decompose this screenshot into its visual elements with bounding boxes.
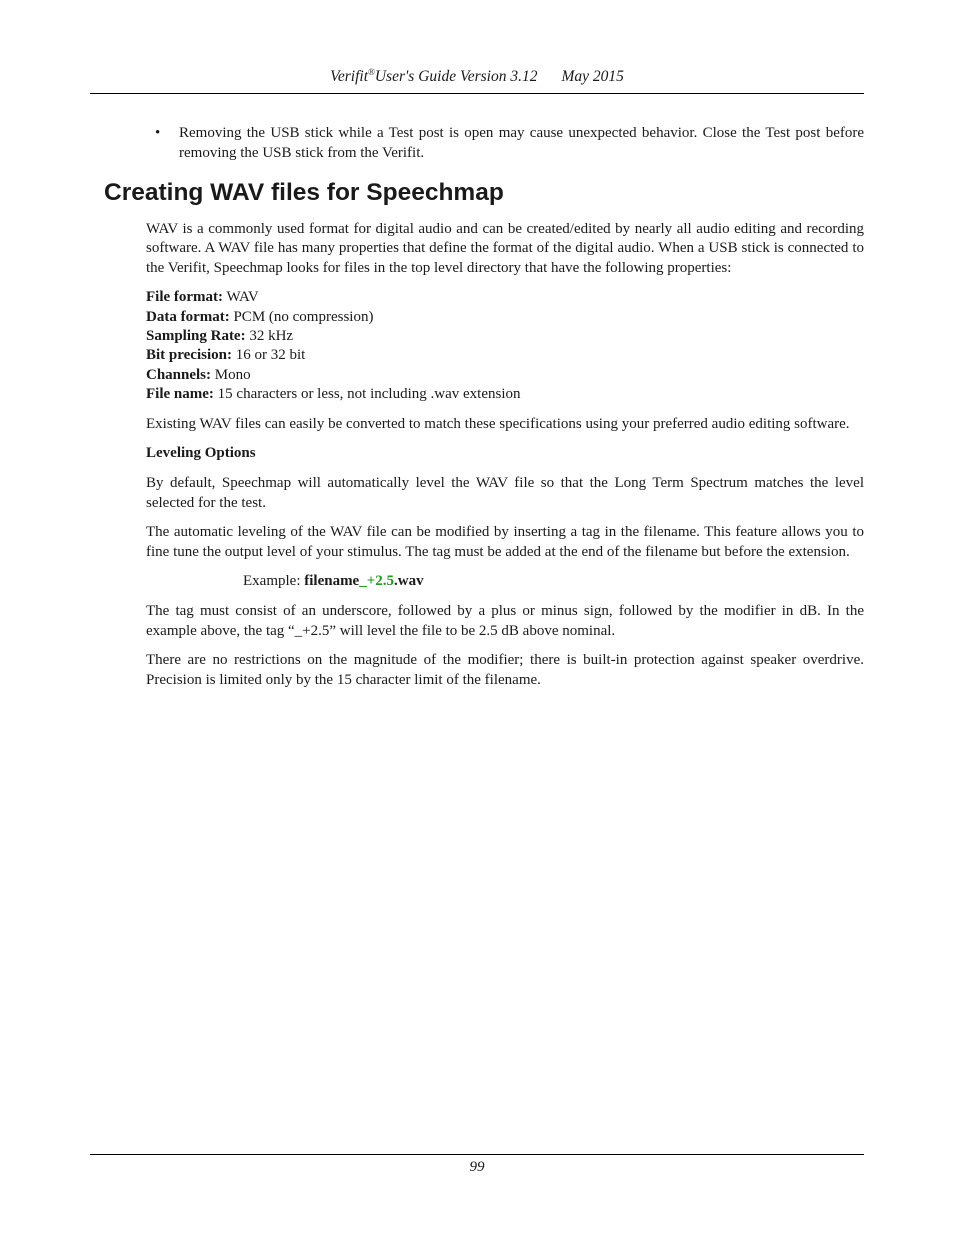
property-value: 15 characters or less, not including .wav extension [217, 385, 521, 402]
intro-paragraph: WAV is a commonly used format for digital audio and can be created/edited by nearly all audio editing and recording software. A WAV file has many properties that define the format of the digital audio. When a USB stick is connected to the Verifit, Speechmap looks for files in the top level directory that have the following properties: [146, 221, 864, 276]
registered-mark: ® [368, 67, 375, 77]
header-date: May 2015 [561, 68, 624, 86]
example-filename [304, 573, 423, 589]
property-channels [146, 366, 864, 385]
header-title-prefix: Verifit [330, 68, 368, 86]
leveling-paragraph-1: By default, Speechmap will automatically level the WAV file so that the Long Term Spectrum matches the level selected for the test. [146, 475, 864, 511]
property-value: 16 or 32 bit [235, 347, 306, 364]
header-title-suffix: User's Guide Version 3.12 [374, 68, 538, 86]
property-bit-precision [146, 346, 864, 365]
property-value: 32 kHz [249, 327, 294, 344]
property-value: Mono [214, 366, 251, 383]
property-sampling-rate [146, 327, 864, 346]
property-label: Channels: [146, 366, 212, 383]
property-value: WAV [226, 289, 259, 306]
header-rule [90, 93, 864, 94]
properties-list [146, 288, 864, 404]
property-file-format [146, 288, 864, 307]
section-title: Creating WAV files for Speechmap [104, 179, 504, 206]
footer-rule [90, 1154, 864, 1155]
property-label: Sampling Rate: [146, 327, 246, 344]
bullet-icon: • [155, 125, 161, 141]
property-label: Data format: [146, 308, 230, 325]
example-name-part: filename [304, 573, 360, 590]
tag-explanation-paragraph: The tag must consist of an underscore, followed by a plus or minus sign, followed by the modifier in dB. In the example above, the tag “_+2.5” will level the file to be 2.5 dB above nominal. [146, 603, 864, 639]
leveling-paragraph-2: The automatic leveling of the WAV file can be modified by inserting a tag in the filename. This feature allows you to fine tune the output level of your stimulus. The tag must be added at the end of the filename but before the extension. [146, 524, 864, 560]
example-ext-part: .wav [394, 573, 424, 590]
example-label: Example: [243, 573, 301, 590]
property-label: File name: [146, 385, 214, 402]
property-value: PCM (no compression) [233, 308, 374, 325]
conversion-paragraph: Existing WAV files can easily be converted to match these specifications using your preferred audio editing software. [146, 415, 850, 432]
leveling-options-heading: Leveling Options [146, 445, 256, 462]
property-file-name [146, 385, 864, 404]
section-body [146, 220, 864, 700]
filename-example [243, 572, 864, 591]
bullet-item [155, 124, 864, 163]
property-label: File format: [146, 289, 224, 306]
page-number: 99 [469, 1159, 485, 1175]
example-tag-part: _+2.5 [359, 573, 395, 590]
bullet-text: Removing the USB stick while a Test post is open may cause unexpected behavior. Close the Test post before removing the USB stick from the Verifit. [179, 125, 864, 161]
running-header [90, 67, 864, 86]
property-data-format [146, 308, 864, 327]
property-label: Bit precision: [146, 347, 232, 364]
restrictions-paragraph: There are no restrictions on the magnitude of the modifier; there is built-in protection against speaker overdrive. Precision is limited only by the 15 character limit of the filename. [146, 652, 864, 688]
